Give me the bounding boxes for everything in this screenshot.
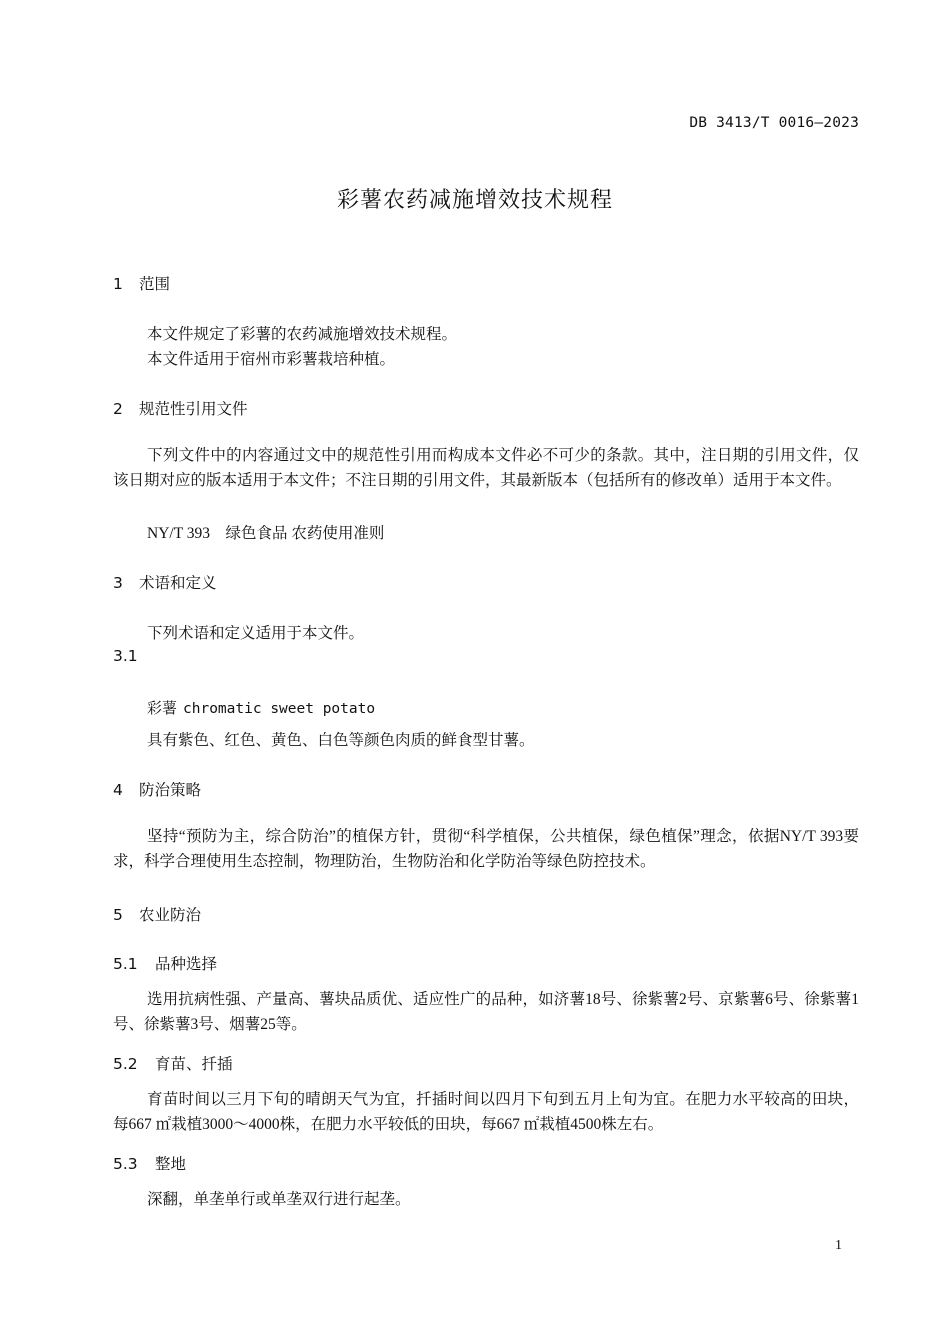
section-number: 3 xyxy=(113,574,123,592)
paragraph: 下列文件中的内容通过文中的规范性引用而构成本文件必不可少的条款。其中，注日期的引用文件，仅该日期对应的版本适用于本文件；不注日期的引用文件，其最新版本（包括所有的修改单）适用于本文件。 xyxy=(113,447,859,489)
section-title: 农业防治 xyxy=(139,906,202,924)
section-title: 防治策略 xyxy=(139,781,202,799)
section-number: 5 xyxy=(113,906,123,924)
section-5-2-heading xyxy=(113,1052,233,1074)
term-chinese: 彩薯 xyxy=(147,699,178,717)
paragraph: 本文件规定了彩薯的农药减施增效技术规程。 xyxy=(147,326,458,343)
paragraph: 选用抗病性强、产量高、薯块品质优、适应性广的品种，如济薯18号、徐紫薯2号、京紫薯6号、徐紫薯1号、徐紫薯3号、烟薯25等。 xyxy=(113,991,859,1033)
section-5-1-heading xyxy=(113,952,217,974)
section-number: 2 xyxy=(113,400,123,418)
term-entry xyxy=(147,697,375,718)
section-number: 5.1 xyxy=(113,955,138,973)
section-4-heading xyxy=(113,778,201,800)
section-title: 育苗、扦插 xyxy=(155,1055,233,1073)
section-number: 5.2 xyxy=(113,1055,138,1073)
section-number: 5.3 xyxy=(113,1155,138,1173)
section-title: 范围 xyxy=(139,275,171,293)
section-5-heading xyxy=(113,903,201,925)
paragraph: 坚持“预防为主，综合防治”的植保方针，贯彻“科学植保，公共植保，绿色植保”理念，依据NY/T 393要求，科学合理使用生态控制，物理防治，生物防治和化学防治等绿色防控技术。 xyxy=(113,828,859,870)
subsection-number: 3.1 xyxy=(113,647,138,665)
section-title: 规范性引用文件 xyxy=(139,400,248,418)
page-number: 1 xyxy=(835,1238,842,1253)
section-number: 4 xyxy=(113,781,123,799)
section-3-heading xyxy=(113,571,217,593)
paragraph: 本文件适用于宿州市彩薯栽培种植。 xyxy=(147,351,396,368)
section-number: 1 xyxy=(113,275,123,293)
section-title: 术语和定义 xyxy=(139,574,217,592)
term-english: chromatic sweet potato xyxy=(183,701,376,717)
paragraph: 下列术语和定义适用于本文件。 xyxy=(147,625,365,642)
paragraph: 深翻，单垄单行或单垄双行进行起垄。 xyxy=(147,1191,411,1208)
standard-code: DB 3413/T 0016—2023 xyxy=(689,115,859,131)
section-2-heading xyxy=(113,397,248,419)
document-title: 彩薯农药减施增效技术规程 xyxy=(336,188,613,213)
section-5-3-heading xyxy=(113,1152,186,1174)
reference-item: NY/T 393 绿色食品 农药使用准则 xyxy=(147,525,385,542)
paragraph: 育苗时间以三月下旬的晴朗天气为宜，扦插时间以四月下旬到五月上旬为宜。在肥力水平较高的田块，每667 ㎡栽植3000～4000株，在肥力水平较低的田块，每667 ㎡栽植4500株左右。 xyxy=(113,1091,859,1133)
term-definition: 具有紫色、红色、黄色、白色等颜色肉质的鲜食型甘薯。 xyxy=(147,732,535,749)
section-title: 整地 xyxy=(155,1155,187,1173)
section-1-heading xyxy=(113,272,170,294)
section-title: 品种选择 xyxy=(155,955,218,973)
